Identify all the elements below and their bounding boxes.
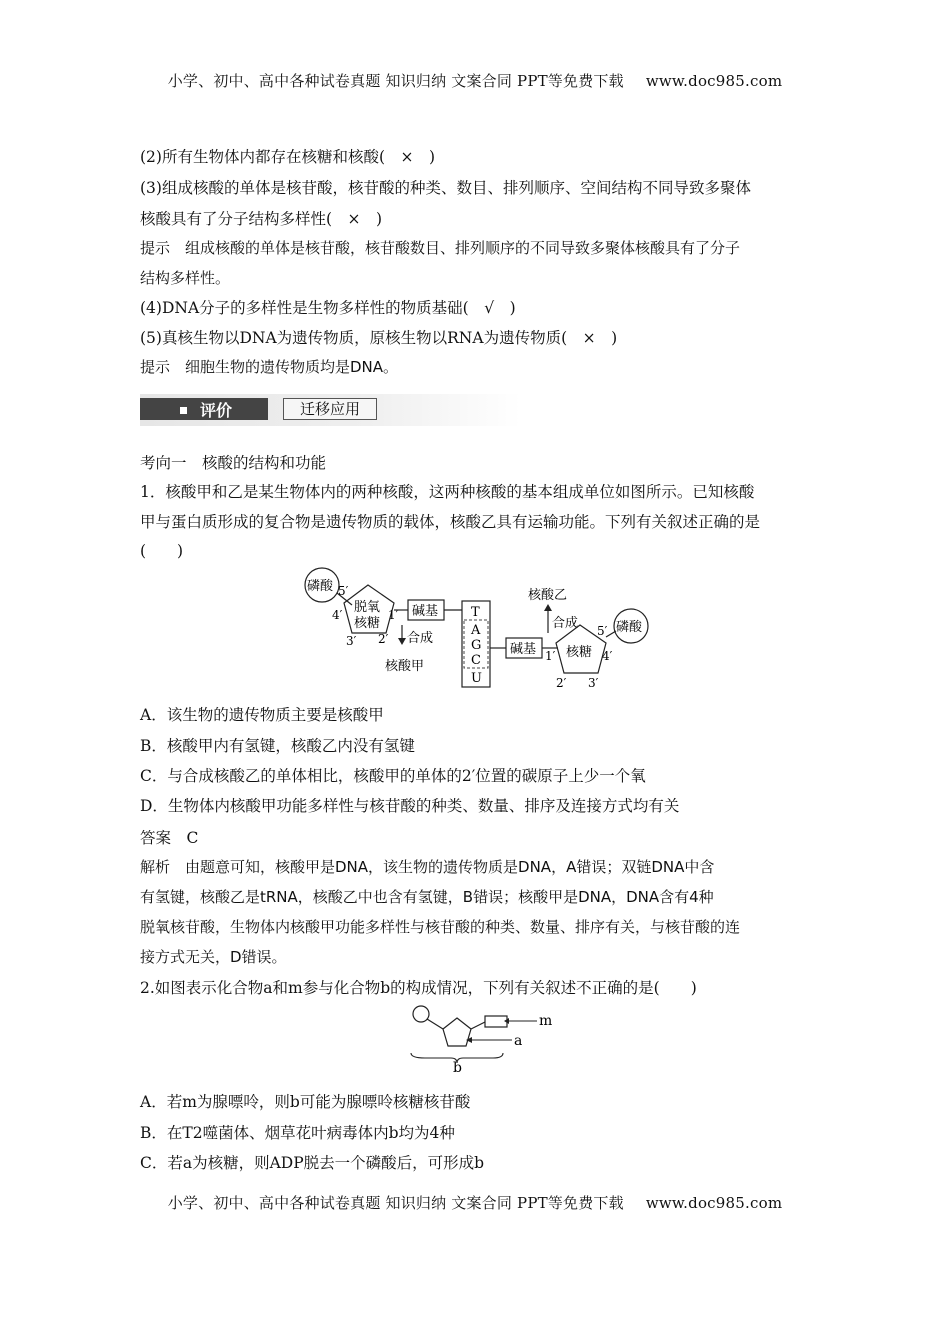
- square-bullet-icon: [180, 407, 187, 414]
- q1-analysis-line2: 有氢键，核酸乙是tRNA，核酸乙中也含有氢键，B错误；核酸甲是DNA，DNA含有4种: [140, 888, 714, 906]
- header-text: 小学、初中、高中各种试卷真题 知识归纳 文案合同 PPT等免费下载: [167, 72, 624, 90]
- q1-option-b[interactable]: B．核酸甲内有氢键，核酸乙内没有氢键: [140, 737, 415, 755]
- phosphate-circle: [413, 1006, 429, 1022]
- label-1prime-right: 1′: [545, 649, 556, 663]
- banner-tab: 迁移应用: [283, 398, 377, 420]
- section-banner: [140, 394, 521, 426]
- base-rect: [485, 1016, 507, 1027]
- q2-option-b[interactable]: B．在T2噬菌体、烟草花叶病毒体内b均为4种: [140, 1124, 455, 1142]
- label-m: m: [539, 1013, 553, 1029]
- synth-label-right: 合成: [552, 616, 579, 631]
- q1-analysis-line1: 解析 由题意可知，核酸甲是DNA，该生物的遗传物质是DNA，A错误；双链DNA中含: [140, 858, 715, 876]
- synth-label-left: 合成: [407, 631, 434, 646]
- q2-option-c[interactable]: C．若a为核糖，则ADP脱去一个磷酸后，可形成b: [140, 1154, 485, 1172]
- q1-nucleotide-diagram: [290, 563, 670, 691]
- judgment-3-line1: (3)组成核酸的单体是核苷酸，核苷酸的种类、数目、排列顺序、空间结构不同导致多聚体: [140, 179, 751, 197]
- ribose-label: 核糖: [566, 645, 593, 660]
- q1-analysis-line4: 接方式无关，D错误。: [140, 948, 287, 966]
- phosphate-label-left: 磷酸: [307, 579, 334, 594]
- q1-stem-line3: ( ): [140, 542, 184, 560]
- base-u: U: [471, 671, 482, 686]
- judgment-3-line2: 核酸具有了分子结构多样性( × ): [140, 210, 383, 228]
- label-1prime-left: 1′: [388, 608, 399, 622]
- judgment-2: (2)所有生物体内都存在核糖和核酸( × ): [140, 148, 436, 166]
- q2-compound-diagram: [405, 1003, 555, 1073]
- q1-option-a[interactable]: A．该生物的遗传物质主要是核酸甲: [140, 706, 384, 724]
- label-3prime-right: 3′: [588, 676, 599, 690]
- base-a: A: [471, 623, 481, 638]
- sugar-pentagon: [443, 1018, 471, 1046]
- judgment-4: (4)DNA分子的多样性是生物多样性的物质基础( √ ): [140, 299, 516, 317]
- base-label-right: 碱基: [510, 642, 537, 657]
- footer-text: 小学、初中、高中各种试卷真题 知识归纳 文案合同 PPT等免费下载: [167, 1194, 624, 1212]
- judgment-5: (5)真核生物以DNA为遗传物质，原核生物以RNA为遗传物质( × ): [140, 329, 618, 347]
- acid-a-label: 核酸甲: [385, 659, 425, 674]
- label-4prime-right: 4′: [602, 649, 613, 663]
- q2-option-a[interactable]: A．若m为腺嘌呤，则b可能为腺嘌呤核糖核苷酸: [140, 1093, 471, 1111]
- q1-option-d[interactable]: D．生物体内核酸甲功能多样性与核苷酸的种类、数量、排序及连接方式均有关: [140, 797, 680, 815]
- banner-dark-label: [140, 398, 268, 420]
- label-4prime-left: 4′: [332, 608, 343, 622]
- base-label-left: 碱基: [412, 604, 439, 619]
- deoxyribose-label-2: 核糖: [354, 616, 381, 631]
- q1-option-c[interactable]: C．与合成核酸乙的单体相比，核酸甲的单体的2′位置的碳原子上少一个氧: [140, 767, 646, 785]
- header-site[interactable]: www.doc985.com: [645, 72, 783, 90]
- section-title: 考向一 核酸的结构和功能: [140, 454, 327, 472]
- q1-answer: 答案 C: [140, 829, 199, 847]
- footer-site[interactable]: www.doc985.com: [645, 1194, 783, 1212]
- page-footer: [0, 1192, 950, 1213]
- banner-left-text: 评价: [200, 401, 233, 420]
- hint-3-line2: 结构多样性。: [140, 269, 231, 287]
- hint-3-line1: 提示 组成核酸的单体是核苷酸，核苷酸数目、排列顺序的不同导致多聚体核酸具有了分子: [140, 239, 741, 257]
- base-g: G: [471, 638, 482, 653]
- label-5prime-left: 5′: [338, 584, 349, 598]
- base-t: T: [471, 605, 480, 620]
- q1-stem-line2: 甲与蛋白质形成的复合物是遗传物质的载体，核酸乙具有运输功能。下列有关叙述正确的是: [140, 513, 761, 531]
- label-3prime-left: 3′: [346, 634, 357, 648]
- base-c: C: [471, 653, 481, 668]
- hint-5: 提示 细胞生物的遗传物质均是DNA。: [140, 358, 399, 376]
- label-b: b: [453, 1060, 462, 1073]
- q1-analysis-line3: 脱氧核苷酸，生物体内核酸甲功能多样性与核苷酸的种类、数量、排序有关，与核苷酸的连: [140, 918, 741, 936]
- label-2prime-left: 2′: [378, 632, 389, 646]
- acid-b-label: 核酸乙: [528, 588, 568, 603]
- label-5prime-right: 5′: [597, 624, 608, 638]
- page-header: [0, 70, 950, 91]
- q2-stem: 2.如图表示化合物a和m参与化合物b的构成情况，下列有关叙述不正确的是( ): [140, 979, 697, 997]
- q1-stem-line1: 1．核酸甲和乙是某生物体内的两种核酸，这两种核酸的基本组成单位如图所示。已知核酸: [140, 483, 755, 501]
- label-a: a: [514, 1033, 523, 1049]
- label-2prime-right: 2′: [556, 676, 567, 690]
- phosphate-label-right: 磷酸: [616, 620, 643, 635]
- deoxyribose-label-1: 脱氧: [354, 600, 381, 615]
